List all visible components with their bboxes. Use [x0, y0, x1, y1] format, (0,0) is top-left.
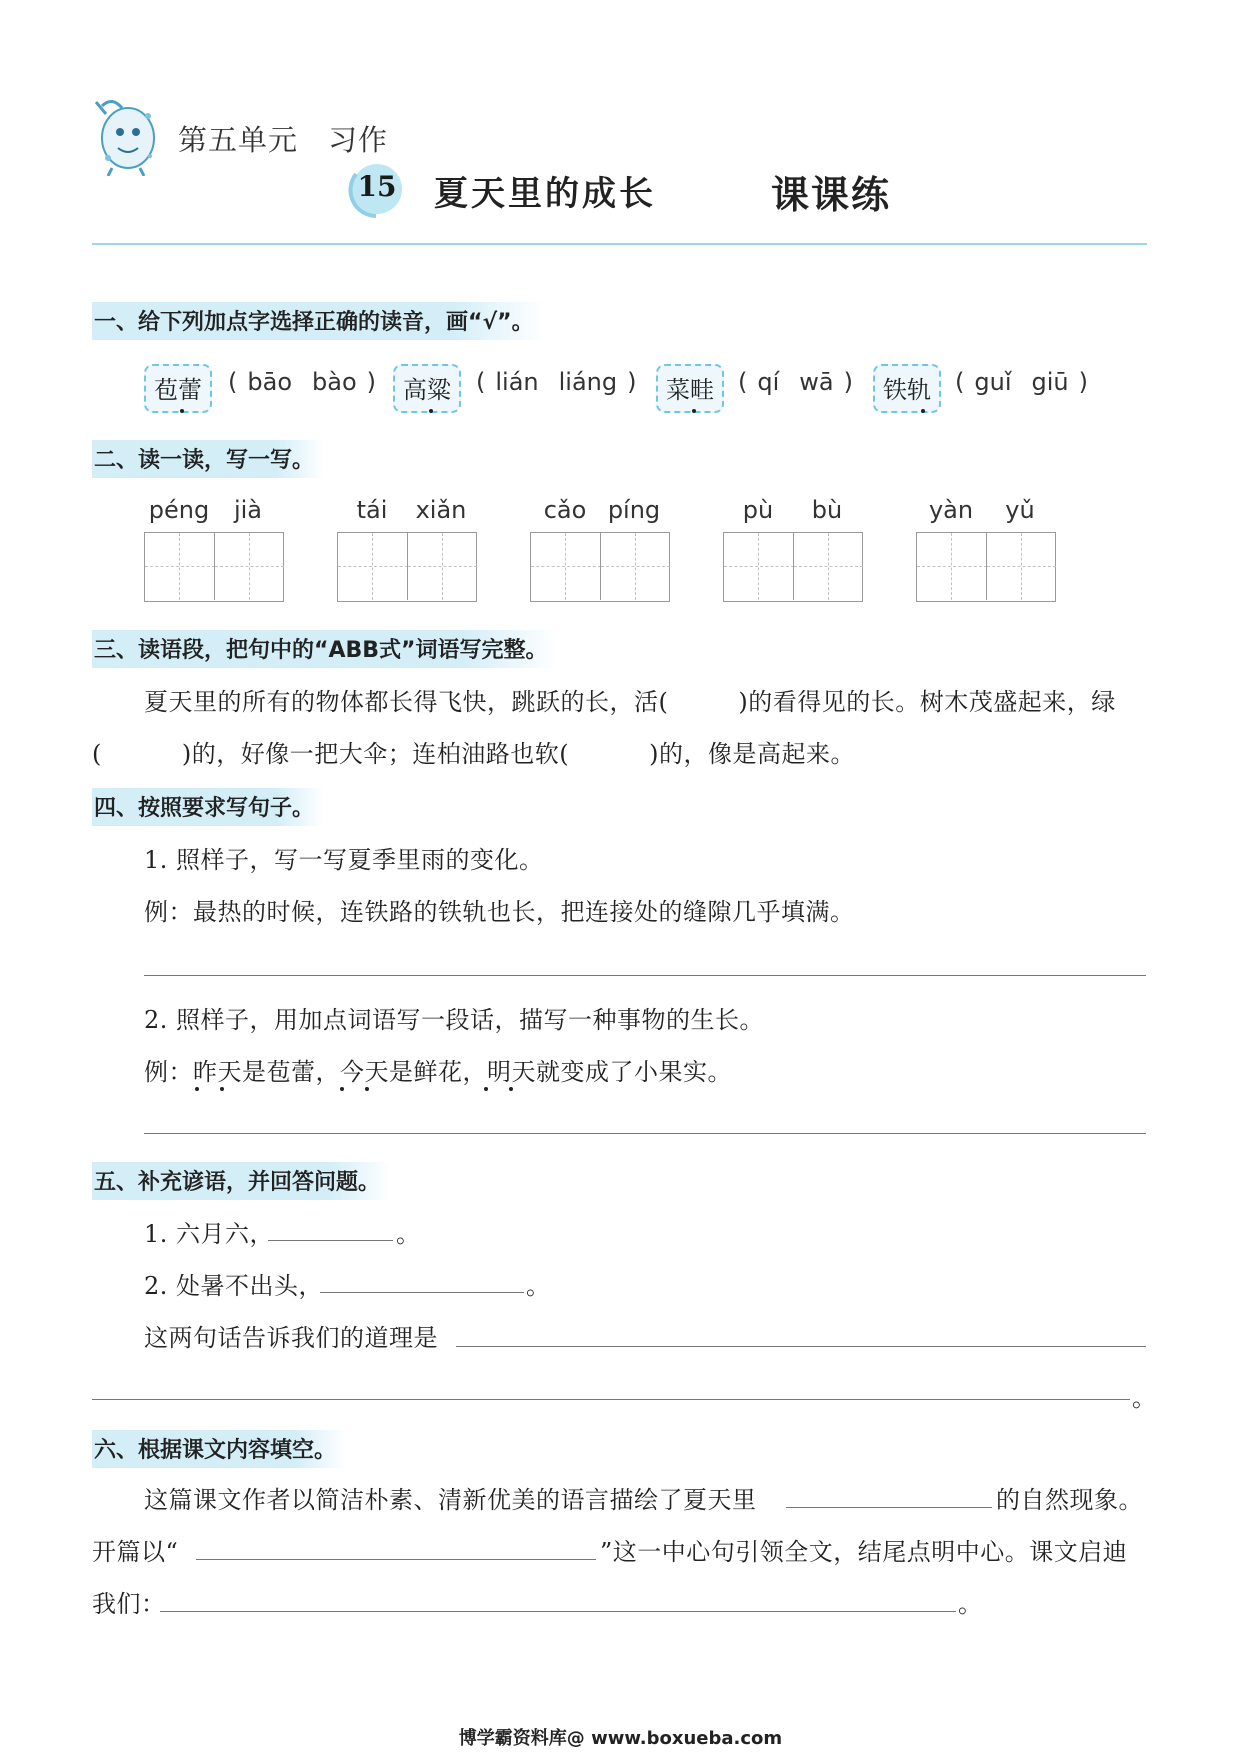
emphasis-dot [180, 409, 184, 413]
emphasis-dot [509, 1087, 513, 1091]
unit-title: 第五单元 [178, 123, 299, 157]
emphasis-dot [220, 1087, 224, 1091]
word-text: 铁轨 [883, 376, 931, 404]
header-divider [92, 243, 1147, 245]
lesson-title: 夏天里的成长 [434, 174, 656, 214]
pinyin-option[interactable]: wā [799, 368, 834, 396]
pinyin-label: tái [356, 496, 388, 524]
pinyin-option[interactable]: giū [1031, 368, 1069, 396]
pinyin-label: jià [233, 496, 263, 524]
passage-line-2 [92, 734, 855, 769]
word-text: 苞蕾 [154, 376, 202, 404]
fill-text: 这篇课文作者以简洁朴素、清新优美的语言描绘了夏天里 [144, 1486, 757, 1514]
brand-title: 课课练 [771, 172, 892, 217]
emphasis-dot [484, 1087, 488, 1091]
question-4-2: 2. 照样子，用加点词语写一段话，描写一种事物的生长。 [144, 1006, 765, 1034]
pinyin-option[interactable]: guǐ [974, 368, 1012, 396]
pinyin-option[interactable]: bào [312, 368, 357, 396]
word-box-2 [393, 364, 461, 413]
word-box-4 [873, 364, 941, 413]
period: 。 [396, 1220, 421, 1248]
fill-text: 开篇以“ [92, 1538, 179, 1566]
passage-line-1 [144, 682, 1116, 717]
section4-heading: 四、按照要求写句子。 [92, 788, 324, 826]
passage-text: )的，好像一把大伞；连柏油路也软( [181, 740, 570, 768]
emphasis-dot [340, 1087, 344, 1091]
blank-line[interactable] [320, 1292, 524, 1293]
writing-grid[interactable] [916, 532, 1056, 602]
period: 。 [958, 1590, 983, 1618]
section6-heading: 六、根据课文内容填空。 [92, 1430, 346, 1468]
pinyin-option[interactable]: qí [757, 368, 780, 396]
blank-line[interactable] [786, 1507, 992, 1508]
pinyin-label: cǎo [543, 496, 587, 524]
blank-line[interactable] [160, 1611, 956, 1612]
fill-text: 的自然现象。 [996, 1486, 1143, 1514]
period: 。 [1132, 1384, 1157, 1412]
unit-category: 习作 [328, 123, 389, 157]
emphasis-dot [195, 1087, 199, 1091]
emphasis-dot [692, 409, 696, 413]
writing-grid[interactable] [723, 532, 863, 602]
answer-line[interactable] [144, 1133, 1146, 1134]
answer-line[interactable] [144, 975, 1146, 976]
word-box-1 [144, 364, 212, 413]
passage-text: 夏天里的所有的物体都长得飞快，跳跃的长，活( [144, 688, 669, 716]
blank-line[interactable] [92, 1399, 1130, 1400]
question-5-3: 这两句话告诉我们的道理是 [144, 1324, 438, 1352]
pinyin-label: yàn [928, 496, 974, 524]
pinyin-label: pù [742, 496, 774, 524]
pinyin-options-2: ( lián liáng ) [476, 368, 637, 396]
lesson-number: 15 [357, 170, 397, 203]
pinyin-option[interactable]: liáng [558, 368, 618, 396]
passage-text: )的看得见的长。树木茂盛起来，绿 [738, 688, 1116, 716]
pinyin-label: yǔ [1005, 496, 1035, 524]
pinyin-label: bù [811, 496, 843, 524]
mascot-icon [92, 92, 166, 176]
example-4-1: 例：最热的时候，连铁路的铁轨也长，把连接处的缝隙几乎填满。 [144, 898, 855, 926]
pinyin-options-1: ( bāo bào ) [228, 368, 376, 396]
fill-text: 我们： [92, 1590, 166, 1618]
passage-text: )的，像是高起来。 [649, 740, 855, 768]
period: 。 [526, 1272, 551, 1300]
fill-text: ”这一中心句引领全文，结尾点明中心。课文启迪 [600, 1538, 1128, 1566]
blank-line[interactable] [268, 1240, 393, 1241]
writing-grid[interactable] [337, 532, 477, 602]
writing-grid[interactable] [530, 532, 670, 602]
pinyin-options-3: ( qí wā ) [738, 368, 853, 396]
word-text: 高粱 [403, 376, 451, 404]
writing-grid[interactable] [144, 532, 284, 602]
emphasis-dot [921, 409, 925, 413]
pinyin-label: péng [148, 496, 210, 524]
question-5-1: 1. 六月六， [144, 1220, 275, 1248]
example-4-2: 例：昨天是苞蕾，今天是鲜花，明天就变成了小果实。 [144, 1058, 732, 1086]
blank-line[interactable] [196, 1559, 596, 1560]
question-4-1: 1. 照样子，写一写夏季里雨的变化。 [144, 846, 544, 874]
section1-heading: 一、给下列加点字选择正确的读音，画“√”。 [92, 302, 544, 340]
blank-line[interactable] [456, 1346, 1146, 1347]
word-box-3 [656, 364, 724, 413]
word-text: 菜畦 [666, 376, 714, 404]
section2-heading: 二、读一读，写一写。 [92, 440, 324, 478]
fill-line-1 [144, 1480, 757, 1515]
footer-watermark: 博学霸资料库@ www.boxueba.com [458, 1728, 783, 1749]
question-5-2: 2. 处暑不出头， [144, 1272, 324, 1300]
unit-label [178, 118, 388, 159]
pinyin-label: píng [607, 496, 661, 524]
pinyin-option[interactable]: lián [495, 368, 539, 396]
emphasis-dot [365, 1087, 369, 1091]
section3-heading: 三、读语段，把句中的“ABB式”词语写完整。 [92, 630, 557, 668]
emphasis-dot [429, 409, 433, 413]
pinyin-options-4: ( guǐ giū ) [955, 368, 1088, 396]
pinyin-option[interactable]: bāo [247, 368, 292, 396]
pinyin-label: xiǎn [415, 496, 467, 524]
section5-heading: 五、补充谚语，并回答问题。 [92, 1162, 390, 1200]
passage-text: ( [92, 740, 102, 768]
